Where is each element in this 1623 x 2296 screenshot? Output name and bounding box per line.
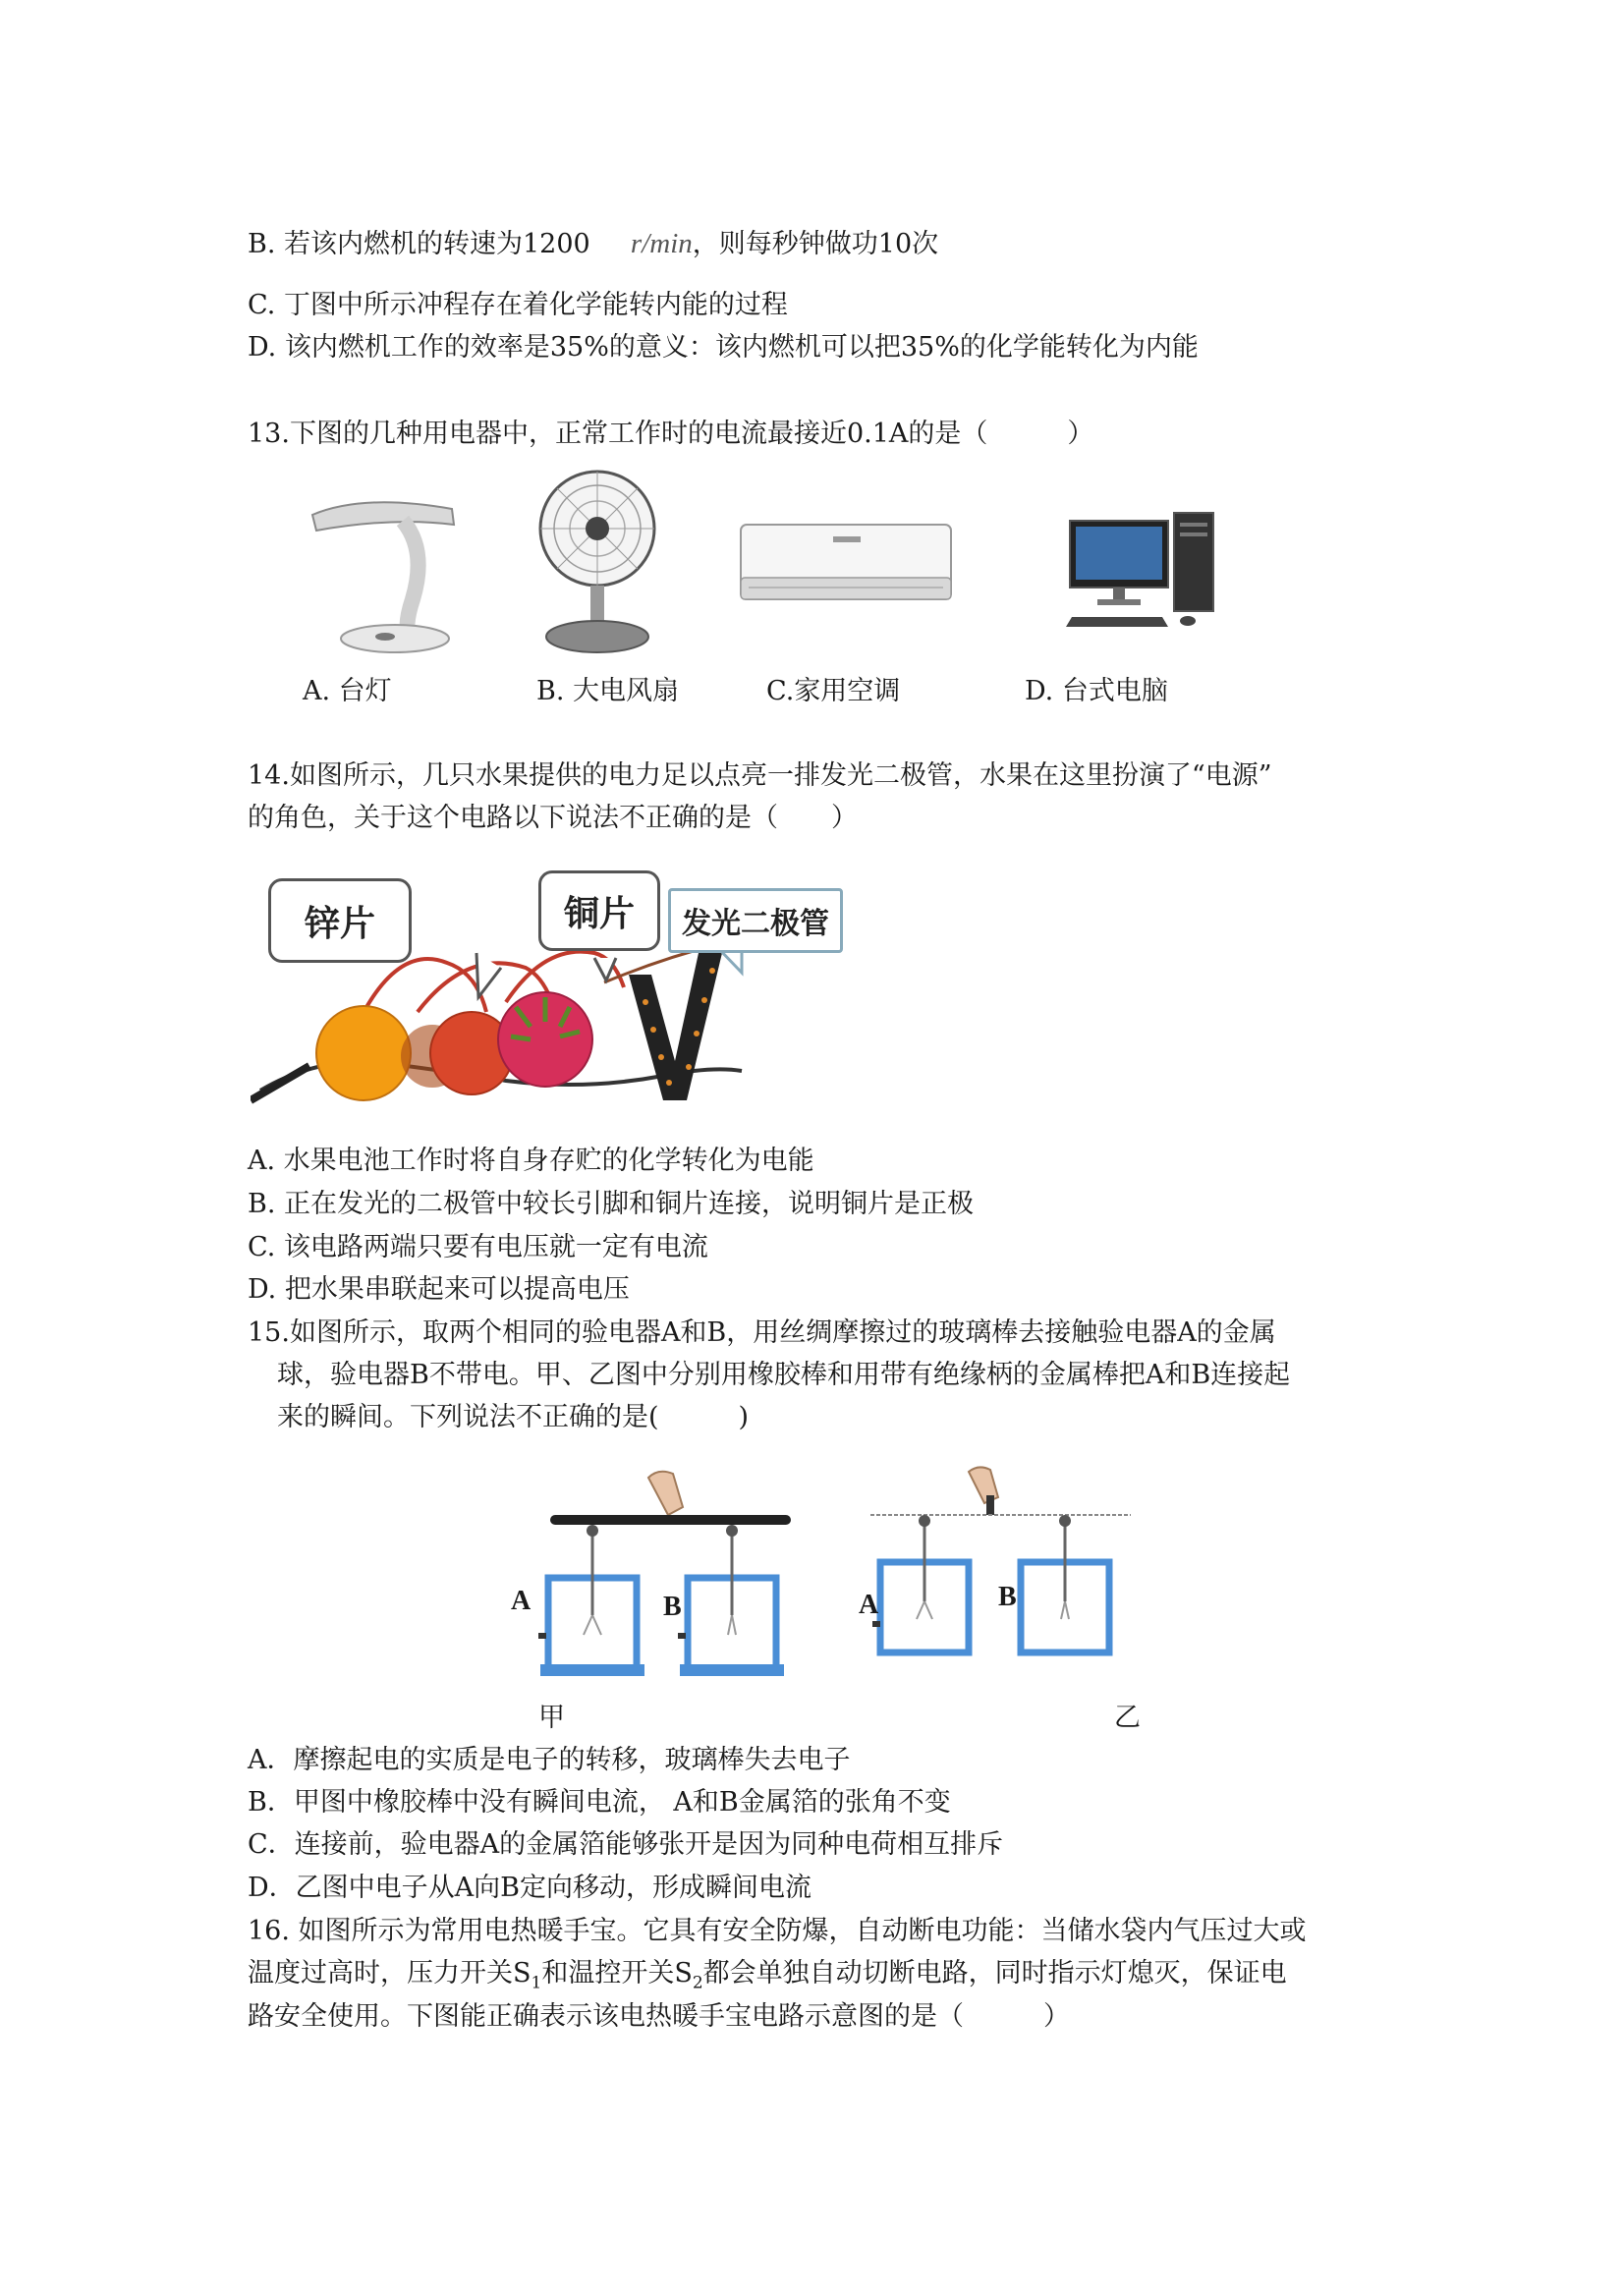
q15-stem-line1: 15.如图所示，取两个相同的验电器A和B，用丝绸摩擦过的玻璃棒去接触验电器A的金属	[248, 1317, 1276, 1348]
q15-stem-line2: 球，验电器B不带电。甲、乙图中分别用橡胶棒和用带有绝缘柄的金属棒把A和B连接起	[277, 1360, 1291, 1390]
electroscope-figure-jia	[511, 1468, 806, 1694]
q16-stem-line3: 路安全使用。下图能正确表示该电热暖手宝电路示意图的是（ ）	[248, 2001, 1070, 2032]
q12-option-b-prefix: B. 若该内燃机的转速为1200	[248, 229, 590, 259]
q16-stem-line2	[248, 1956, 1287, 2000]
q12-option-b	[248, 226, 938, 262]
q13-stem: 13.下图的几种用电器中，正常工作时的电流最接近0.1A的是（ ）	[248, 419, 1094, 449]
q14-option-d: D. 把水果串联起来可以提高电压	[248, 1274, 630, 1305]
q15-option-c: C．连接前，验电器A的金属箔能够张开是因为同种电荷相互排斥	[248, 1829, 1004, 1860]
desktop-computer-figure	[1066, 509, 1218, 629]
electroscope-label-a-yi: A	[859, 1590, 879, 1620]
fruit-battery-figure	[251, 865, 850, 1115]
q12-option-b-suffix: ，则每秒钟做功10次	[692, 229, 939, 259]
led-label-bubble: 发光二极管	[668, 888, 843, 953]
q12-option-b-unit: r/min	[630, 228, 693, 259]
q13-option-b: B. 大电风扇	[536, 676, 680, 706]
desk-lamp-figure	[305, 491, 462, 658]
q14-stem-line1: 14.如图所示，几只水果提供的电力足以点亮一排发光二极管，水果在这里扮演了“电源”	[248, 760, 1272, 791]
air-conditioner-figure	[739, 523, 955, 605]
copper-label-bubble: 铜片	[538, 870, 660, 951]
q16-stem-line1: 16. 如图所示为常用电热暖手宝。它具有安全防爆，自动断电功能：当储水袋内气压过大或	[248, 1916, 1307, 1946]
q12-option-d: D. 该内燃机工作的效率是35%的意义：该内燃机可以把35%的化学能转化为内能	[248, 332, 1199, 363]
q16-line2-part-a: 温度过高时，压力开关S	[248, 1958, 532, 1988]
q12-option-c: C. 丁图中所示冲程存在着化学能转内能的过程	[248, 290, 788, 320]
q14-stem-line2: 的角色，关于这个电路以下说法不正确的是（ ）	[248, 803, 858, 833]
q13-option-d: D. 台式电脑	[1025, 676, 1168, 706]
q14-option-a: A. 水果电池工作时将自身存贮的化学转化为电能	[248, 1146, 814, 1176]
q16-line2-part-b: 和温控开关S	[541, 1958, 693, 1988]
electroscope-label-a-jia: A	[511, 1586, 532, 1616]
q13-option-c: C.家用空调	[766, 676, 901, 706]
electroscope-label-b-yi: B	[998, 1582, 1017, 1612]
q13-option-a: A. 台灯	[303, 676, 392, 706]
q15-option-a: A．摩擦起电的实质是电子的转移，玻璃棒失去电子	[248, 1745, 851, 1775]
q16-sub-2: 2	[692, 1973, 703, 1993]
q14-option-c: C. 该电路两端只要有电压就一定有电流	[248, 1232, 708, 1262]
figure-caption-yi: 乙	[1114, 1703, 1141, 1733]
electroscope-yi-drawing	[851, 1464, 1136, 1680]
electroscope-figure-yi	[851, 1464, 1136, 1680]
q16-sub-1: 1	[531, 1973, 542, 1993]
q16-line2-part-c: 都会单独自动切断电路，同时指示灯熄灭，保证电	[702, 1958, 1287, 1988]
electric-fan-figure	[535, 462, 663, 658]
q15-stem-line3: 来的瞬间。下列说法不正确的是( )	[277, 1402, 750, 1432]
q15-option-b: B．甲图中橡胶棒中没有瞬间电流， A和B金属箔的张角不变	[248, 1787, 951, 1818]
q14-option-b: B. 正在发光的二极管中较长引脚和铜片连接，说明铜片是正极	[248, 1189, 975, 1219]
electroscope-label-b-jia: B	[663, 1592, 682, 1622]
q15-option-d: D．乙图中电子从A向B定向移动，形成瞬间电流	[248, 1873, 812, 1903]
zinc-label-bubble: 锌片	[268, 878, 412, 963]
electroscope-jia-drawing	[511, 1468, 806, 1694]
figure-caption-jia: 甲	[538, 1703, 565, 1733]
